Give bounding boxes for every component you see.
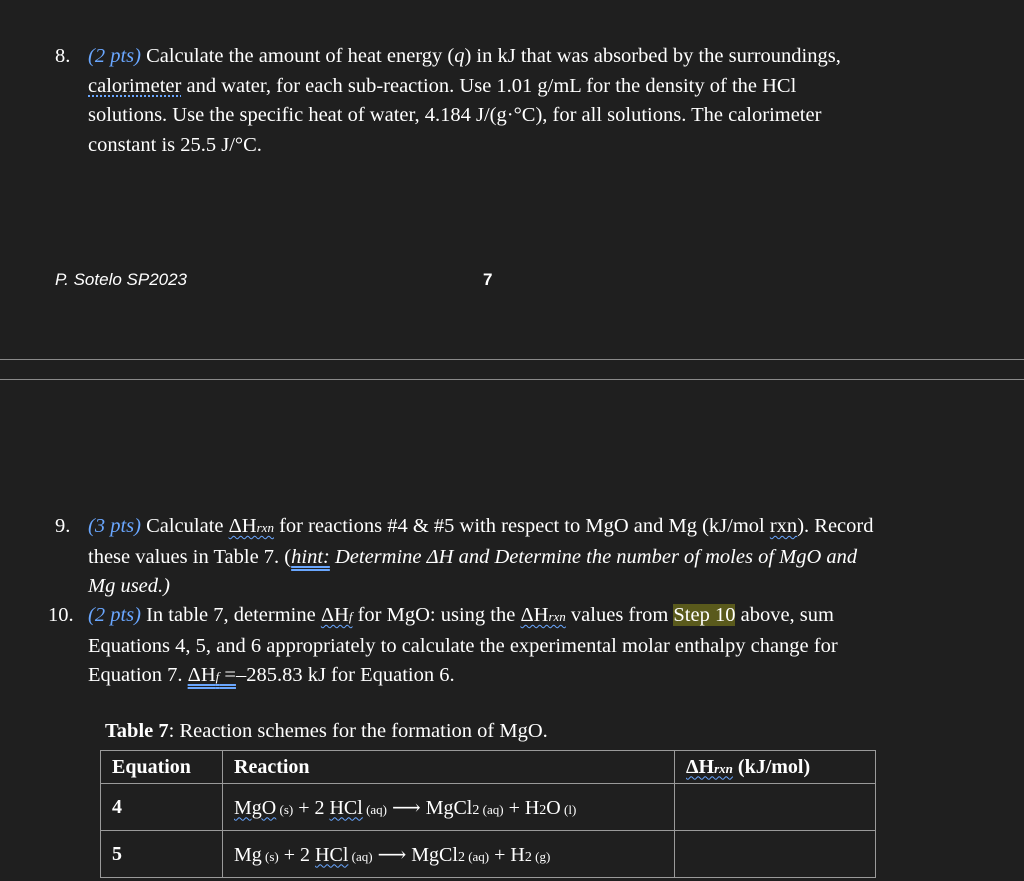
row-reaction: MgO (s) + 2 HCl (aq) ⟶ MgCl2 (aq) + H2O (l) — [223, 784, 675, 831]
q9-line1: (3 pts) Calculate ΔHrxn for reactions #4 & #5 with respect to MgO and Mg (kJ/mol rxn). Record — [88, 515, 874, 537]
q9-line2: these values in Table 7. (hint: Determine ΔH and Determine the number of moles of MgO and — [88, 545, 858, 568]
q10-line1: (2 pts) In table 7, determine ΔHf for MgO: using the ΔHrxn values from Step 10 above, sum — [88, 604, 834, 626]
delta-h-rxn: ΔHrxn — [228, 515, 274, 537]
q8-line3: solutions. Use the specific heat of water, 4.184 J/(g·°C), for all solutions. The calorimeter — [88, 104, 822, 126]
row-equation-number: 5 — [101, 831, 223, 878]
q9-line3: Mg used.) — [88, 575, 170, 597]
row-delta-h-input[interactable] — [675, 831, 876, 878]
table-header-row — [101, 751, 876, 784]
q9-number: 9. — [55, 515, 71, 537]
q8-line1: (2 pts) Calculate the amount of heat energy (q) in kJ that was absorbed by the surroundings, — [88, 45, 841, 67]
q8-points: (2 pts) — [88, 45, 141, 67]
page-divider-bottom — [0, 379, 1024, 380]
table-row — [101, 784, 876, 831]
step-10-highlight: Step 10 — [673, 604, 736, 626]
q10-text — [88, 601, 938, 692]
q9-text — [88, 512, 938, 602]
header-reaction: Reaction — [223, 751, 675, 784]
reaction-table — [100, 750, 876, 878]
q10-line2: Equations 4, 5, and 6 appropriately to calculate the experimental molar enthalpy change for — [88, 634, 838, 657]
page-number: 7 — [483, 270, 493, 289]
header-equation: Equation — [101, 751, 223, 784]
row-reaction: Mg (s) + 2 HCl (aq) ⟶ MgCl2 (aq) + H2 (g) — [223, 831, 675, 878]
table-caption: Table 7: Reaction schemes for the formation of MgO. — [105, 720, 548, 742]
q8-number: 8. — [55, 45, 71, 67]
page-divider-top — [0, 359, 1024, 360]
q8-line2: calorimeter and water, for each sub-reaction. Use 1.01 g/mL for the density of the HCl — [88, 74, 797, 97]
header-delta-h: ΔHrxn (kJ/mol) — [675, 751, 876, 784]
row-delta-h-input[interactable] — [675, 784, 876, 831]
hint-word: hint: — [291, 545, 330, 568]
footer-author: P. Sotelo SP2023 — [55, 270, 188, 289]
q10-line3: Equation 7. ΔHf =–285.83 kJ for Equation 6. — [88, 664, 455, 686]
table-row — [101, 831, 876, 878]
row-equation-number: 4 — [101, 784, 223, 831]
q10-number: 10. — [48, 604, 74, 626]
calorimeter-word: calorimeter — [88, 74, 182, 97]
q9-points: (3 pts) — [88, 515, 141, 537]
q8-text — [88, 42, 928, 160]
q10-points: (2 pts) — [88, 604, 141, 626]
q8-line4: constant is 25.5 J/°C. — [88, 133, 262, 156]
